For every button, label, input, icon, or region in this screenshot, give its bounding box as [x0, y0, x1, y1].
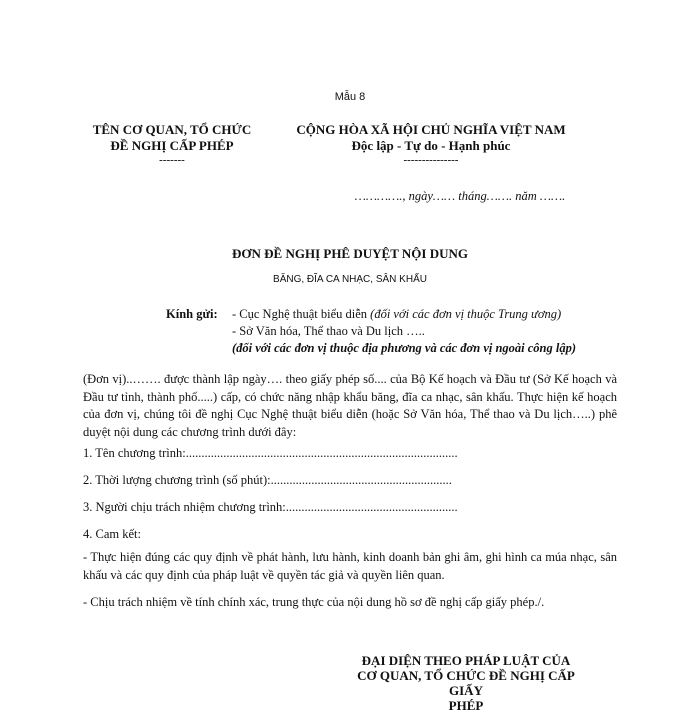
- organization-name-line2: ĐỀ NGHỊ CẤP PHÉP: [110, 138, 234, 153]
- signature-line3: PHÉP: [448, 698, 484, 713]
- recipients-label: Kính gửi:: [166, 307, 218, 321]
- recipient-2-note: (đối với các đơn vị thuộc địa phương và các đơn vị ngoài công lập): [232, 341, 577, 355]
- nation-motto: Độc lập - Tự do - Hạnh phúc: [351, 138, 511, 153]
- nation-name: CỘNG HÒA XÃ HỘI CHỦ NGHĨA VIỆT NAM: [296, 122, 566, 137]
- document-title: ĐƠN ĐỀ NGHỊ PHÊ DUYỆT NỘI DUNG: [232, 246, 468, 261]
- item-commitment-heading: 4. Cam kết:: [83, 527, 141, 541]
- signature-line1: ĐẠI DIỆN THEO PHÁP LUẬT CỦA: [361, 653, 571, 668]
- nation-separator: ---------------: [403, 154, 459, 166]
- item-program-duration: 2. Thời lượng chương trình (số phút):..........................................................: [83, 473, 452, 487]
- recipient-1-name: - Cục Nghệ thuật biểu diễn: [232, 307, 371, 321]
- recipient-1: [232, 306, 642, 323]
- item-responsible-person: 3. Người chịu trách nhiệm chương trình:.......................................................: [83, 500, 458, 514]
- item-program-name: 1. Tên chương trình:.......................................................................................: [83, 446, 458, 460]
- commitment-1: - Thực hiện đúng các quy định về phát hành, lưu hành, kinh doanh bản ghi âm, ghi hình ca múa nhạc, sân khấu và các quy định của pháp luật về quyền tác giả và quyền liên quan.: [83, 550, 617, 582]
- signature-block: [346, 653, 586, 713]
- organization-separator: -------: [159, 154, 185, 166]
- document-subtitle: BĂNG, ĐĨA CA NHẠC, SÂN KHẤU: [273, 274, 427, 285]
- organization-header: [72, 122, 272, 166]
- form-number: Mẫu 8: [334, 91, 366, 103]
- body-paragraph: (Đơn vị)..……. được thành lập ngày…. theo giấy phép số.... của Bộ Kế hoạch và Đầu tư (Sở Kế hoạch và Đầu tư tỉnh, thành phố.....) cấp, có chức năng nhập khẩu băng, đĩa ca nhạc, sân khấu. Thực hiện kế hoạch của đơn vị, chúng tôi đề nghị Cục Nghệ thuật biểu diễn (hoặc Sở Văn hóa, Thể thao và Du lịch…..) phê duyệt nội dung các chương trình dưới đây:: [83, 372, 617, 439]
- organization-name-line1: TÊN CƠ QUAN, TỔ CHỨC: [92, 122, 252, 137]
- recipient-2: - Sở Văn hóa, Thể thao và Du lịch …..: [232, 324, 425, 338]
- national-header: [266, 122, 596, 166]
- commitment-2: - Chịu trách nhiệm về tính chính xác, trung thực của nội dung hồ sơ đề nghị cấp giấy phép./.: [83, 595, 545, 609]
- signature-line2: CƠ QUAN, TỔ CHỨC ĐỀ NGHỊ CẤP GIẤY: [357, 668, 575, 698]
- recipient-1-note: (đối với các đơn vị thuộc Trung ương): [370, 307, 562, 321]
- recipients-list: [232, 306, 642, 357]
- date-line: …………., ngày…… tháng……. năm …….: [354, 189, 566, 203]
